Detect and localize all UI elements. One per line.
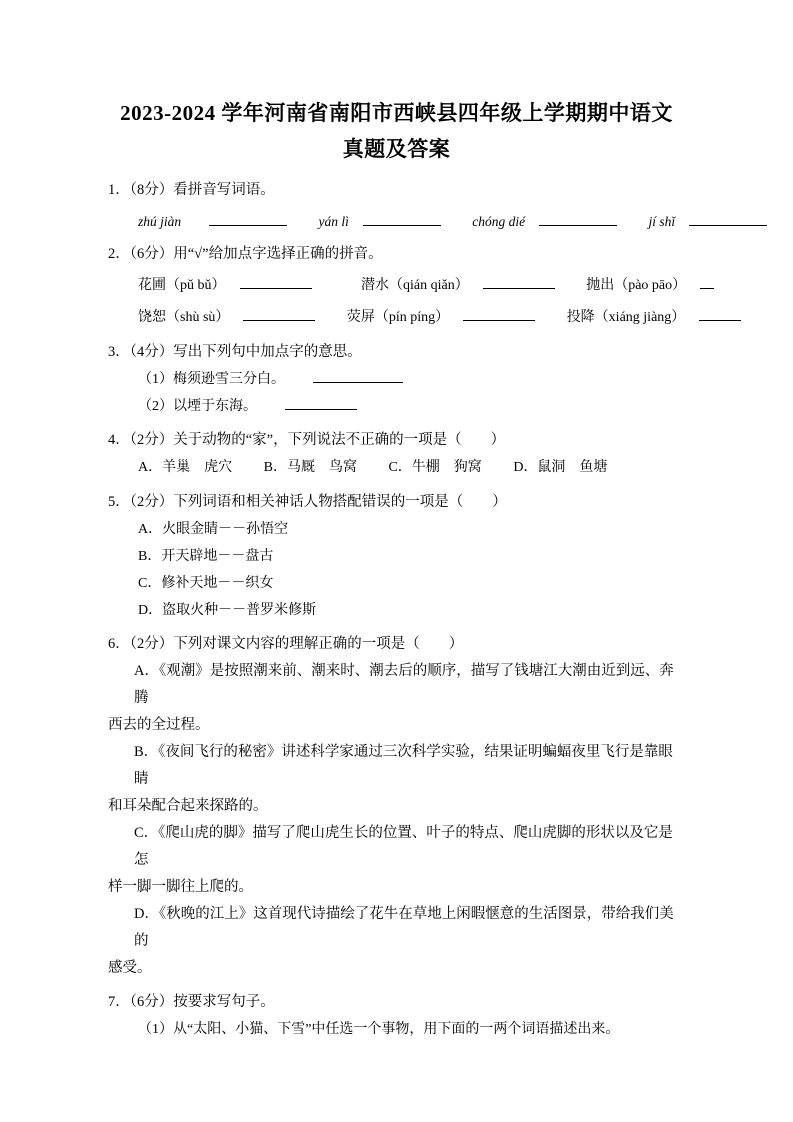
- q2-item-3: 抛出（pào pāo）: [586, 278, 687, 293]
- question-5-score: （2分）: [129, 494, 174, 510]
- pinyin-item-3: chóng dié: [472, 210, 617, 234]
- answer-blank[interactable]: [240, 274, 312, 289]
- question-6-option-b-line2[interactable]: 和耳朵配合起来探路的。: [108, 798, 268, 814]
- question-6-option-d-line1[interactable]: D．《秋晚的江上》这首现代诗描绘了花牛在草地上闲暇惬意的生活图景，带给我们美的: [134, 906, 674, 949]
- question-2-number: 2．: [108, 246, 130, 262]
- question-5-option-c[interactable]: C．修补天地－－织女: [138, 576, 274, 591]
- question-2-stem: [108, 241, 685, 268]
- pinyin-item-1: zhú jiàn: [138, 210, 287, 234]
- question-3-stem: [108, 339, 685, 366]
- question-2-text: 用“√”给加点字选择正确的拼音。: [173, 246, 383, 262]
- question-1-number: 1．: [108, 182, 130, 198]
- question-6-option-c-line1[interactable]: C．《爬山虎的脚》描写了爬山虎生长的位置、叶子的特点、爬山虎脚的形状以及它是怎: [134, 825, 673, 868]
- q2-item-6: 投降（xiáng jiàng）: [566, 310, 686, 325]
- question-3-text: 写出下列句中加点字的意思。: [173, 344, 362, 360]
- question-5-option-b[interactable]: B．开天辟地－－盘古: [138, 549, 274, 564]
- question-6-stem: [108, 631, 685, 658]
- question-7-number: 7．: [108, 994, 130, 1010]
- title-line-2: 真题及答案: [342, 137, 451, 161]
- answer-blank[interactable]: [363, 211, 441, 226]
- question-6-option-a-line1[interactable]: A．《观潮》是按照潮来前、潮来时、潮去后的顺序，描写了钱塘江大潮由近到远、奔腾: [134, 663, 674, 706]
- question-6-option-c-line2[interactable]: 样一脚一脚往上爬的。: [108, 879, 253, 895]
- option-d[interactable]: D．鼠洞 鱼塘: [513, 460, 608, 475]
- question-1-score: （8分）: [129, 182, 174, 198]
- q2-item-5: 荧屏（pín píng）: [346, 310, 450, 325]
- question-6-score: （2分）: [129, 636, 174, 652]
- question-7-text: 按要求写句子。: [173, 994, 275, 1010]
- question-5-text: 下列词语和相关神话人物搭配错误的一项是（ ）: [173, 494, 507, 510]
- question-6-option-d-line2[interactable]: 感受。: [108, 960, 152, 976]
- answer-blank[interactable]: [483, 274, 555, 289]
- question-2-score: （6分）: [129, 246, 174, 262]
- question-4-number: 4．: [108, 432, 130, 448]
- pinyin-item-4: jí shǐ: [649, 210, 768, 234]
- title-line-1: 2023-2024 学年河南省南阳市西峡县四年级上学期期中语文: [120, 101, 673, 125]
- question-7-sub-1: （1）从“太阳、小猫、下雪”中任选一个事物，用下面的一两个词语描述出来。: [138, 1022, 620, 1037]
- question-3-sub-1: （1）梅须逊雪三分白。: [108, 366, 685, 393]
- question-5-option-d[interactable]: D．盗取火种－－普罗米修斯: [138, 603, 317, 618]
- question-1-text: 看拼音写词语。: [173, 182, 275, 198]
- answer-blank[interactable]: [243, 306, 315, 321]
- answer-blank[interactable]: [313, 368, 403, 383]
- answer-blank[interactable]: [209, 211, 287, 226]
- question-6-option-b-line1[interactable]: B．《夜间飞行的秘密》讲述科学家通过三次科学实验，结果证明蝙蝠夜里飞行是靠眼睛: [134, 744, 673, 787]
- answer-blank[interactable]: [539, 211, 617, 226]
- question-5-stem: [108, 489, 685, 516]
- question-7-stem: [108, 989, 685, 1016]
- question-2-row-1: [108, 272, 685, 300]
- option-c[interactable]: C．牛棚 狗窝: [388, 460, 482, 475]
- question-1-stem: [108, 177, 685, 204]
- question-6-option-a-line2[interactable]: 西去的全过程。: [108, 717, 210, 733]
- question-4-options: [108, 454, 685, 482]
- question-1-pinyin-row: [108, 210, 685, 234]
- question-4-score: （2分）: [129, 432, 174, 448]
- q2-item-4: 饶恕（shù sù）: [138, 310, 230, 325]
- question-2-row-2: [108, 304, 685, 332]
- answer-blank[interactable]: [699, 306, 741, 321]
- question-3-number: 3．: [108, 344, 130, 360]
- question-4-text: 关于动物的“家”，下列说法不正确的一项是（ ）: [173, 432, 506, 448]
- question-7-score: （6分）: [129, 994, 174, 1010]
- question-5-number: 5．: [108, 494, 130, 510]
- question-5-option-a[interactable]: A．火眼金睛－－孙悟空: [138, 522, 289, 537]
- answer-blank[interactable]: [463, 306, 535, 321]
- question-6-text: 下列对课文内容的理解正确的一项是（ ）: [173, 636, 464, 652]
- question-3-sub-2: （2）以堙于东海。: [108, 393, 685, 420]
- answer-blank[interactable]: [700, 274, 714, 289]
- option-a[interactable]: A．羊巢 虎穴: [138, 460, 233, 475]
- pinyin-item-2: yán lì: [319, 210, 441, 234]
- question-6-number: 6．: [108, 636, 130, 652]
- answer-blank[interactable]: [285, 395, 357, 410]
- option-b[interactable]: B．马厩 鸟窝: [263, 460, 357, 475]
- q2-item-1: 花圃（pǔ bǔ）: [138, 278, 226, 293]
- q2-item-2: 潜水（qián qiǎn）: [361, 278, 469, 293]
- page-title: [108, 95, 685, 167]
- question-3-score: （4分）: [129, 344, 174, 360]
- answer-blank[interactable]: [689, 211, 767, 226]
- question-4-stem: [108, 427, 685, 454]
